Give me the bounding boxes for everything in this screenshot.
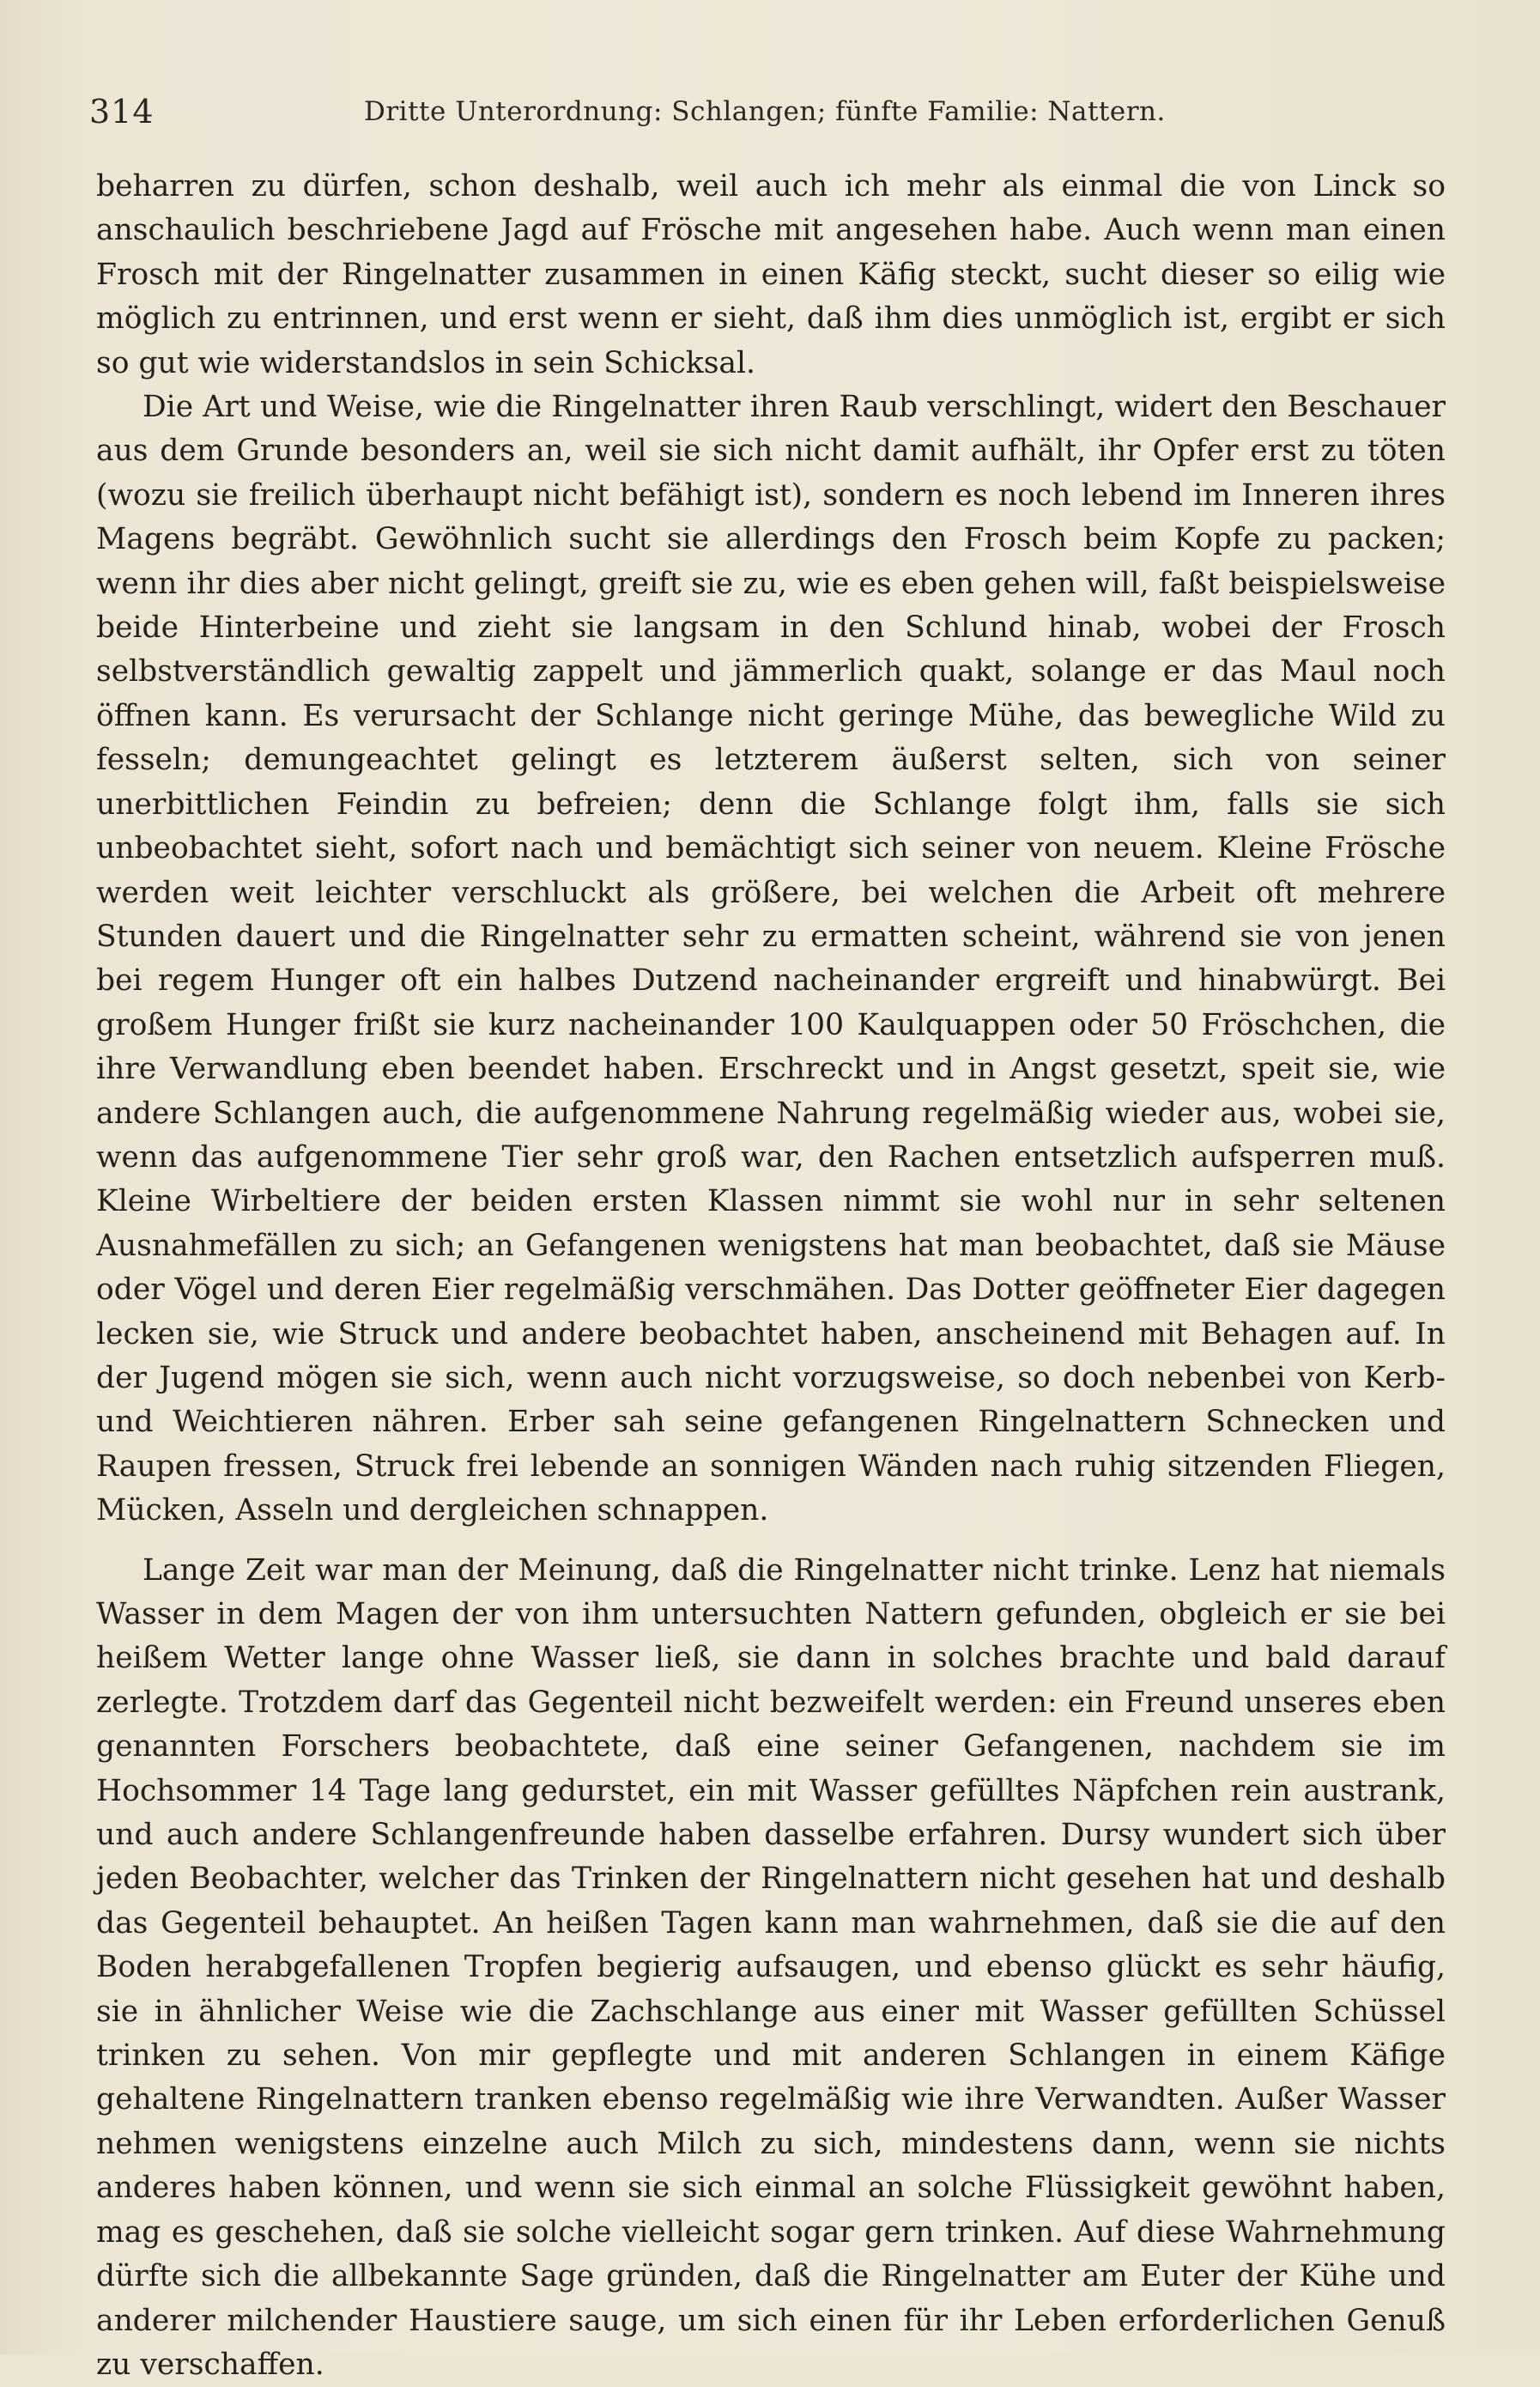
running-head-title: Dritte Unterordnung: Schlangen; fünfte Familie: Nattern. — [364, 96, 1166, 127]
paragraph-swallowing-prey: Die Art und Weise, wie die Ringelnatter ihren Raub verschlingt, widert den Beschauer aus dem Grunde besonders an, weil sie sich nicht damit aufhält, ihr Opfer erst zu töten (wozu sie freilich überhaupt nicht befähigt ist), sondern es noch lebend im Inneren ihres Magens begräbt. Gewöhnlich sucht sie allerdings den Frosch beim Kopfe zu packen; wenn ihr dies aber nicht gelingt, greift sie zu, wie es eben gehen will, faßt beispielsweise beide Hinterbeine und zieht sie langsam in den Schlund hinab, wobei der Frosch selbstverständlich gewaltig zappelt und jämmerlich quakt, solange er das Maul noch öffnen kann. Es verursacht der Schlange nicht geringe Mühe, das bewegliche Wild zu fesseln; demungeachtet gelingt es letzterem äußerst selten, sich von seiner unerbittlichen Feindin zu befreien; denn die Schlange folgt ihm, falls sie sich unbeobachtet sieht, sofort nach und bemächtigt sich seiner von neuem. Kleine Frösche werden weit leichter verschluckt als größere, bei welchen die Arbeit oft mehrere Stunden dauert und die Ringelnatter sehr zu ermatten scheint, während sie von jenen bei regem Hunger oft ein halbes Dutzend nacheinander ergreift und hinabwürgt. Bei großem Hunger frißt sie kurz nacheinander 100 Kaulquappen oder 50 Fröschchen, die ihre Verwandlung eben beendet haben. Erschreckt und in Angst gesetzt, speit sie, wie andere Schlangen auch, die aufgenommene Nahrung regelmäßig wieder aus, wobei sie, wenn das aufgenommene Tier sehr groß war, den Rachen entsetzlich aufsperren muß. Kleine Wirbeltiere der beiden ersten Klassen nimmt sie wohl nur in sehr seltenen Ausnahmefällen zu sich; an Gefangenen wenigstens hat man beobachtet, daß sie Mäuse oder Vögel und deren Eier regelmäßig verschmähen. Das Dotter geöffneter Eier dagegen lecken sie, wie Struck und andere beobachtet haben, anscheinend mit Behagen auf. In der Jugend mögen sie sich, wenn auch nicht vorzugsweise, so doch nebenbei von Kerb- und Weichtieren nähren. Erber sah seine gefangenen Ringelnattern Schnecken und Raupen fressen, Struck frei lebende an sonnigen Wänden nach ruhig sitzenden Fliegen, Mücken, Asseln und dergleichen schnappen. — [96, 390, 1446, 1528]
page-number: 314 — [89, 93, 155, 131]
paragraph-drinking: Lange Zeit war man der Meinung, daß die Ringelnatter nicht trinke. Lenz hat niemals Wasser in dem Magen der von ihm untersuchten Nattern gefunden, obgleich er sie bei heißem Wetter lange ohne Wasser ließ, sie dann in solches brachte und bald darauf zerlegte. Trotzdem darf das Gegenteil nicht bezweifelt werden: ein Freund unseres eben genannten Forschers beobachtete, daß eine seiner Gefangenen, nachdem sie im Hochsommer 14 Tage lang gedurstet, ein mit Wasser gefülltes Näpfchen rein austrank, und auch andere Schlangenfreunde haben dasselbe erfahren. Dursy wundert sich über jeden Beobachter, welcher das Trinken der Ringelnattern nicht gesehen hat und deshalb das Gegenteil behauptet. An heißen Tagen kann man wahrnehmen, daß sie die auf den Boden herabgefallenen Tropfen begierig aufsaugen, und ebenso glückt es sehr häufig, sie in ähnlicher Weise wie die Zachschlange aus einer mit Wasser gefüllten Schüssel trinken zu sehen. Von mir gepflegte und mit anderen Schlangen in einem Käfige gehaltene Ringelnattern tranken ebenso regelmäßig wie ihre Verwandten. Außer Wasser nehmen wenigstens einzelne auch Milch zu sich, mindestens dann, wenn sie nichts anderes haben können, und wenn sie sich einmal an solche Flüssigkeit gewöhnt haben, mag es geschehen, daß sie solche vielleicht sogar gern trinken. Auf diese Wahrnehmung dürfte sich die allbekannte Sage gründen, daß die Ringelnatter am Euter der Kühe und anderer milchender Haustiere sauge, um sich einen für ihr Leben erforderlichen Genuß zu verschaffen. — [96, 1552, 1446, 2382]
body-text — [96, 165, 1446, 2387]
paragraph-continued: beharren zu dürfen, schon deshalb, weil auch ich mehr als einmal die von Linck so anschaulich beschriebene Jagd auf Frösche mit angesehen habe. Auch wenn man einen Frosch mit der Ringelnatter zusammen in einen Käfig steckt, sucht dieser so eilig wie möglich zu entrinnen, und erst wenn er sieht, daß ihm dies unmöglich ist, ergibt er sich so gut wie widerstandslos in sein Schicksal. — [96, 169, 1446, 380]
running-head — [89, 93, 1446, 144]
